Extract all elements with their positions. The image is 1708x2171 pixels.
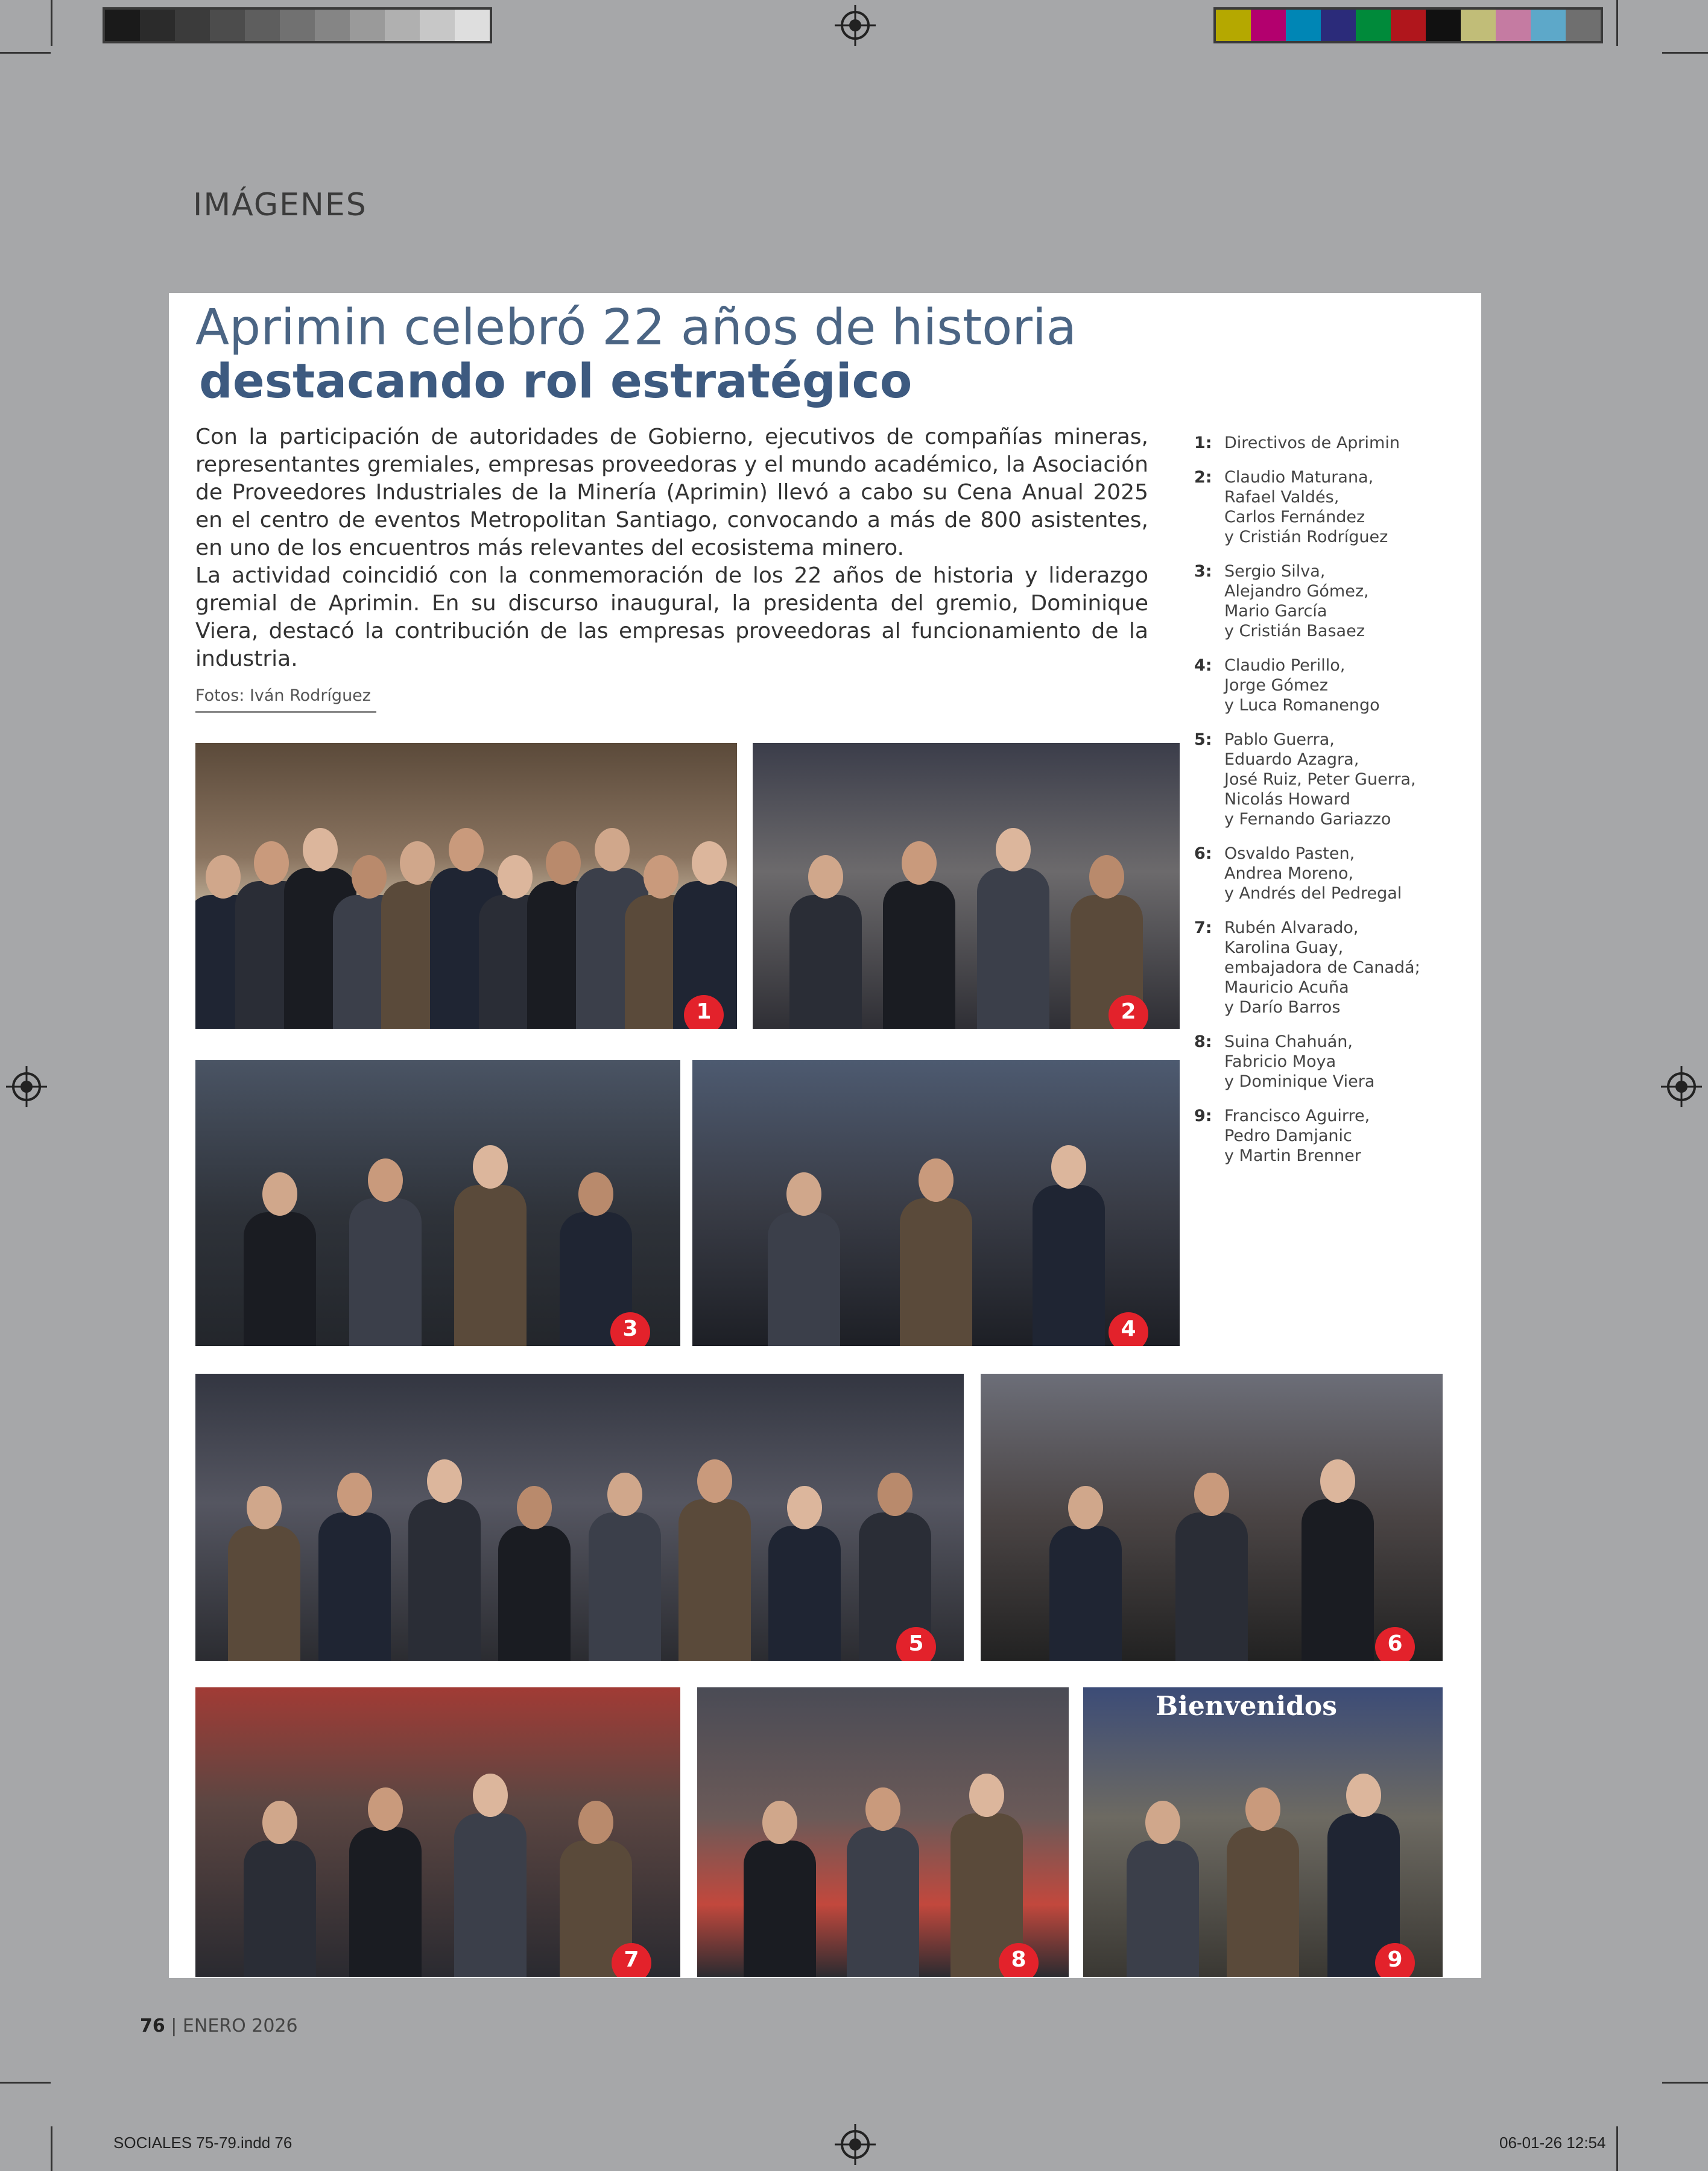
person-silhouette [759, 1801, 801, 1977]
person-silhouette [364, 1787, 406, 1977]
caption-item [1194, 1106, 1460, 1166]
color-swatch [1356, 10, 1391, 41]
person-silhouette [259, 1172, 301, 1346]
color-swatch [1461, 10, 1496, 41]
color-swatch [1496, 10, 1531, 41]
caption-text: Sergio Silva, Alejandro Gómez, Mario García y Cristián Basaez [1224, 562, 1369, 640]
caption-text: Francisco Aguirre, Pedro Damjanic y Martin Brenner [1224, 1107, 1370, 1165]
headline-line-1: Aprimin celebró 22 años de historia [195, 299, 1077, 356]
crop-mark [1616, 0, 1618, 46]
caption-number: 5: [1194, 730, 1212, 749]
headline-line-2: destacando rol estratégico [199, 355, 913, 409]
caption-item [1194, 730, 1460, 829]
photo-credit: Fotos: Iván Rodríguez [195, 686, 376, 713]
photo-number-badge: 8 [999, 1943, 1039, 1977]
caption-number: 7: [1194, 918, 1212, 937]
event-photo-4 [692, 1060, 1180, 1346]
color-swatch [1531, 10, 1566, 41]
gray-swatch [315, 10, 350, 41]
page-number: 76 [140, 2015, 165, 2037]
person-silhouette [1064, 1486, 1107, 1661]
caption-text: Osvaldo Pasten, Andrea Moreno, y Andrés del Pedregal [1224, 844, 1402, 903]
caption-number: 4: [1194, 656, 1212, 675]
person-silhouette [898, 841, 940, 1029]
gray-swatch [350, 10, 385, 41]
caption-text: Pablo Guerra, Eduardo Azagra, José Ruiz, Peter Guerra, Nicolás Howard y Fernando Gariazzo [1224, 730, 1416, 829]
caption-list [1194, 433, 1460, 1180]
person-silhouette [1191, 1473, 1233, 1661]
caption-item [1194, 844, 1460, 903]
registration-mark-right [1667, 1072, 1696, 1101]
event-photo-5 [195, 1374, 964, 1661]
color-calibration-bar [1213, 7, 1603, 43]
caption-number: 8: [1194, 1032, 1212, 1051]
photo-number-badge: 9 [1375, 1943, 1415, 1977]
person-silhouette [469, 1774, 511, 1977]
crop-mark [51, 2126, 52, 2171]
gray-swatch [210, 10, 245, 41]
person-silhouette [575, 1801, 617, 1977]
issue-label: | ENERO 2026 [165, 2015, 298, 2037]
event-photo-1 [195, 743, 737, 1029]
caption-item [1194, 918, 1460, 1017]
gray-swatch [420, 10, 455, 41]
person-silhouette [805, 855, 847, 1029]
caption-item [1194, 1032, 1460, 1092]
registration-mark-left [12, 1072, 41, 1101]
body-paragraph: La actividad coincidió con la conmemoración de los 22 años de historia y liderazgo gremial de Aprimin. En su discurso inaugural, la presidenta del gremio, Dominique Viera, destacó la contribución de las empresas proveedoras al funcionamiento de la industria. [195, 563, 1148, 671]
gray-swatch [140, 10, 175, 41]
person-silhouette [604, 1473, 646, 1661]
photo-number-badge: 7 [612, 1943, 651, 1977]
person-silhouette [1317, 1459, 1359, 1661]
caption-item [1194, 433, 1460, 453]
caption-number: 6: [1194, 844, 1212, 863]
event-photo-8 [697, 1687, 1069, 1977]
person-silhouette [513, 1486, 555, 1661]
person-silhouette [1242, 1787, 1284, 1977]
caption-text: Claudio Maturana, Rafael Valdés, Carlos Fernández y Cristián Rodríguez [1224, 468, 1388, 546]
caption-text: Rubén Alvarado, Karolina Guay, embajadora de Canadá; Mauricio Acuña y Darío Barros [1224, 918, 1420, 1017]
page-folio [140, 2015, 298, 2037]
person-silhouette [694, 1459, 736, 1661]
color-swatch [1286, 10, 1321, 41]
color-swatch [1321, 10, 1356, 41]
color-swatch [1426, 10, 1461, 41]
photo-number-badge: 1 [684, 995, 724, 1029]
person-silhouette [469, 1145, 511, 1346]
person-silhouette [243, 1486, 285, 1661]
caption-text: Suina Chahuán, Fabricio Moya y Dominique Viera [1224, 1032, 1375, 1091]
caption-item [1194, 467, 1460, 547]
person-silhouette [334, 1473, 376, 1661]
print-timestamp: 06-01-26 12:54 [1499, 2134, 1606, 2152]
caption-item [1194, 656, 1460, 715]
event-photo-3 [195, 1060, 680, 1346]
caption-item [1194, 561, 1460, 641]
caption-number: 3: [1194, 562, 1212, 581]
photo-number-badge: 4 [1109, 1312, 1148, 1346]
section-label: IMÁGENES [193, 187, 367, 223]
photo-number-badge: 3 [610, 1312, 650, 1346]
body-paragraph: Con la participación de autoridades de Gobierno, ejecutivos de compañías mineras, representantes gremiales, empresas proveedoras y el mundo académico, la Asociación de Proveedores Industriales de la Minería (Aprimin) llevó a cabo su Cena Anual 2025 en el centro de eventos Metropolitan Santiago, convocando a más de 800 asistentes, en uno de los encuentros más relevantes del ecosistema minero. [195, 425, 1148, 560]
photo-number-badge: 5 [896, 1627, 936, 1661]
event-photo-2 [753, 743, 1180, 1029]
color-swatch [1566, 10, 1601, 41]
crop-mark [1662, 52, 1708, 54]
event-photo-9 [1083, 1687, 1443, 1977]
person-silhouette [1142, 1801, 1184, 1977]
person-silhouette [575, 1172, 617, 1346]
crop-mark [0, 52, 51, 54]
gray-calibration-bar [103, 7, 492, 43]
registration-mark-bottom [841, 2130, 870, 2159]
welcome-banner: Bienvenidos [1156, 1691, 1338, 1722]
caption-number: 1: [1194, 434, 1212, 452]
gray-swatch [105, 10, 140, 41]
person-silhouette [783, 1486, 826, 1661]
photo-number-badge: 2 [1109, 995, 1148, 1029]
article-panel [169, 293, 1481, 1978]
caption-text: Claudio Perillo, Jorge Gómez y Luca Romanengo [1224, 656, 1380, 715]
article-body [195, 423, 1148, 673]
person-silhouette [1048, 1145, 1090, 1346]
caption-text: Directivos de Aprimin [1224, 434, 1400, 452]
color-swatch [1391, 10, 1426, 41]
crop-mark [1616, 2126, 1618, 2171]
person-silhouette [423, 1459, 466, 1661]
gray-swatch [245, 10, 280, 41]
crop-mark [0, 2082, 51, 2084]
person-silhouette [966, 1774, 1008, 1977]
event-photo-6 [981, 1374, 1443, 1661]
photo-number-badge: 6 [1375, 1627, 1415, 1661]
file-slug: SOCIALES 75-79.indd 76 [113, 2134, 293, 2152]
crop-mark [1662, 2082, 1708, 2084]
person-silhouette [259, 1801, 301, 1977]
gray-swatch [385, 10, 420, 41]
crop-mark [51, 0, 52, 46]
person-silhouette [1343, 1774, 1385, 1977]
person-silhouette [364, 1158, 406, 1346]
color-swatch [1251, 10, 1286, 41]
person-silhouette [783, 1172, 825, 1346]
caption-number: 9: [1194, 1107, 1212, 1125]
caption-number: 2: [1194, 468, 1212, 487]
person-silhouette [862, 1787, 904, 1977]
event-photo-7 [195, 1687, 680, 1977]
color-swatch [1216, 10, 1251, 41]
gray-swatch [280, 10, 315, 41]
person-silhouette [915, 1158, 957, 1346]
gray-swatch [455, 10, 490, 41]
person-silhouette [992, 828, 1034, 1029]
gray-swatch [175, 10, 210, 41]
registration-mark-top [841, 11, 870, 40]
